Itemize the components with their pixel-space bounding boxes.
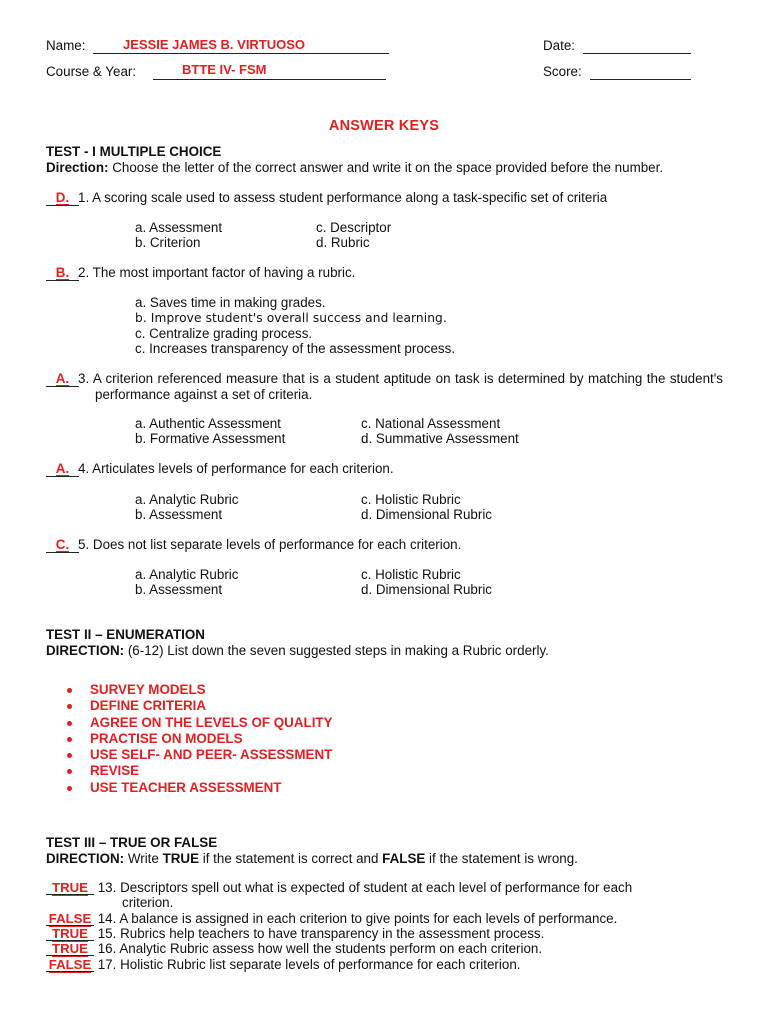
question-number: 4. (78, 461, 90, 476)
item-number: 13. (97, 880, 117, 895)
test3-direction-text: Write (127, 851, 159, 866)
question-number: 2. (78, 265, 90, 280)
test2-direction-text: (6-12) List down the seven suggested steps in making a Rubric orderly. (127, 643, 549, 658)
item-text: Descriptors spell out what is expected of student at each level of performance for each (120, 880, 633, 895)
tf-answer: FALSE (48, 957, 92, 972)
list-item-text: REVISE (90, 763, 140, 779)
bullet-icon (67, 737, 72, 742)
question-text: The most important factor of having a rubric. (92, 265, 356, 280)
option: b. Assessment (135, 582, 223, 597)
bullet-icon (67, 688, 72, 693)
option: a. Analytic Rubric (135, 492, 239, 507)
tf-answer-blank[interactable] (46, 927, 94, 941)
list-item-text: USE TEACHER ASSESSMENT (90, 779, 282, 795)
test3-direction-false: FALSE (382, 851, 426, 866)
tf-item-17 (46, 957, 723, 972)
item-text: Holistic Rubric list separate levels of performance for each criterion. (120, 957, 521, 972)
answer-2: B. (55, 265, 70, 280)
option: b. Criterion (135, 235, 201, 250)
list-item-text: SURVEY MODELS (90, 682, 206, 697)
answer-1: D. (55, 190, 70, 205)
question-4 (78, 461, 723, 477)
test3-direction-true: TRUE (162, 851, 200, 866)
option: b. Formative Assessment (135, 431, 286, 446)
score-label: Score: (543, 64, 582, 79)
tf-answer-blank[interactable] (46, 942, 94, 956)
answer-blank-2[interactable] (46, 266, 79, 281)
tf-item-14 (46, 911, 723, 926)
item-text-cont: criterion. (122, 895, 174, 911)
tf-item-16 (46, 941, 723, 956)
item-text: Rubrics help teachers to have transparency in the assessment process. (120, 926, 545, 941)
name-value: JESSIE JAMES B. VIRTUOSO (123, 37, 306, 52)
name-label: Name: (46, 38, 86, 53)
question-number: 5. (78, 537, 90, 552)
tf-answer-blank[interactable] (46, 912, 94, 926)
test1-direction (46, 160, 663, 175)
option: a. Authentic Assessment (135, 416, 281, 431)
answer-5: C. (55, 537, 70, 552)
question-1 (78, 190, 723, 206)
item-number: 17. (97, 957, 117, 972)
option: c. Holistic Rubric (361, 567, 461, 582)
bullet-icon (67, 721, 72, 726)
answer-blank-1[interactable] (46, 191, 79, 206)
tf-answer: FALSE (48, 911, 92, 926)
item-number: 15. (97, 926, 117, 941)
question-5 (78, 537, 723, 553)
item-number: 16. (97, 941, 117, 956)
option: a. Saves time in making grades. (135, 295, 326, 310)
answer-4: A. (55, 461, 70, 476)
option: d. Rubric (316, 235, 370, 250)
test1-heading: TEST - I MULTIPLE CHOICE (46, 144, 222, 159)
page-title: ANSWER KEYS (328, 118, 440, 134)
question-2 (78, 265, 723, 281)
course-label: Course & Year: (46, 64, 137, 79)
answer-blank-3[interactable] (46, 372, 79, 387)
test1-direction-text: Choose the letter of the correct answer and write it on the space provided before the number. (112, 160, 664, 175)
list-item (46, 780, 333, 796)
option: d. Summative Assessment (361, 431, 519, 446)
date-field[interactable] (583, 38, 691, 54)
option: c. Holistic Rubric (361, 492, 461, 507)
answer-blank-5[interactable] (46, 538, 79, 553)
item-text: A balance is assigned in each criterion to give points for each levels of performance. (119, 911, 618, 926)
answer-3: A. (55, 371, 70, 386)
test3-direction-text: if the statement is correct and (202, 851, 379, 866)
option: b. Improve student's overall success and learning. (135, 311, 447, 325)
tf-answer: TRUE (52, 880, 88, 895)
list-item (46, 731, 333, 747)
test1-direction-label: Direction: (46, 160, 109, 175)
option: c. Descriptor (316, 220, 392, 235)
question-text: A criterion referenced measure that is a student aptitude on task is determined by matching the student's performance against a set of criteria. (92, 371, 723, 402)
option: a. Analytic Rubric (135, 567, 239, 582)
test3-direction-label: DIRECTION: (46, 851, 125, 866)
course-value: BTTE IV- FSM (182, 62, 267, 77)
tf-answer-blank[interactable] (46, 958, 94, 972)
option: b. Assessment (135, 507, 223, 522)
list-item (46, 682, 333, 698)
test2-direction-label: DIRECTION: (46, 643, 125, 658)
date-label: Date: (543, 38, 576, 53)
option: c. Centralize grading process. (135, 326, 313, 341)
list-item (46, 698, 333, 714)
test3-direction (46, 851, 578, 866)
test3-heading: TEST III – TRUE OR FALSE (46, 835, 218, 850)
tf-answer: TRUE (52, 941, 88, 956)
bullet-icon (67, 753, 72, 758)
list-item (46, 715, 333, 731)
question-text: A scoring scale used to assess student performance along a task-specific set of criteria (92, 190, 608, 205)
option: c. National Assessment (361, 416, 501, 431)
bullet-icon (67, 769, 72, 774)
bullet-icon (67, 786, 72, 791)
test2-direction (46, 643, 549, 658)
option: c. Increases transparency of the assessment process. (135, 341, 456, 356)
test2-heading: TEST II – ENUMERATION (46, 627, 205, 642)
option: a. Assessment (135, 220, 223, 235)
test3-direction-text: if the statement is wrong. (429, 851, 578, 866)
option: d. Dimensional Rubric (361, 582, 492, 597)
question-3 (78, 371, 723, 402)
enumeration-list (46, 682, 333, 796)
bullet-icon (67, 704, 72, 709)
list-item-text: PRACTISE ON MODELS (90, 730, 243, 746)
question-text: Does not list separate levels of performance for each criterion. (92, 537, 462, 552)
list-item-text: DEFINE CRITERIA (90, 698, 207, 714)
list-item (46, 747, 333, 763)
option: d. Dimensional Rubric (361, 507, 492, 522)
list-item-text: USE SELF- AND PEER- ASSESSMENT (90, 747, 333, 763)
list-item-text: AGREE ON THE LEVELS OF QUALITY (90, 714, 333, 730)
tf-item-13 (46, 880, 723, 911)
item-number: 14. (97, 911, 117, 926)
list-item (46, 763, 333, 779)
score-field[interactable] (590, 64, 691, 80)
question-text: Articulates levels of performance for each criterion. (92, 461, 394, 476)
question-number: 1. (78, 190, 90, 205)
tf-answer: TRUE (52, 926, 88, 941)
answer-blank-4[interactable] (46, 462, 79, 477)
tf-item-15 (46, 926, 723, 941)
tf-answer-blank[interactable] (46, 881, 94, 895)
item-text: Analytic Rubric assess how well the students perform on each criterion. (119, 941, 543, 956)
question-number: 3. (78, 371, 90, 386)
